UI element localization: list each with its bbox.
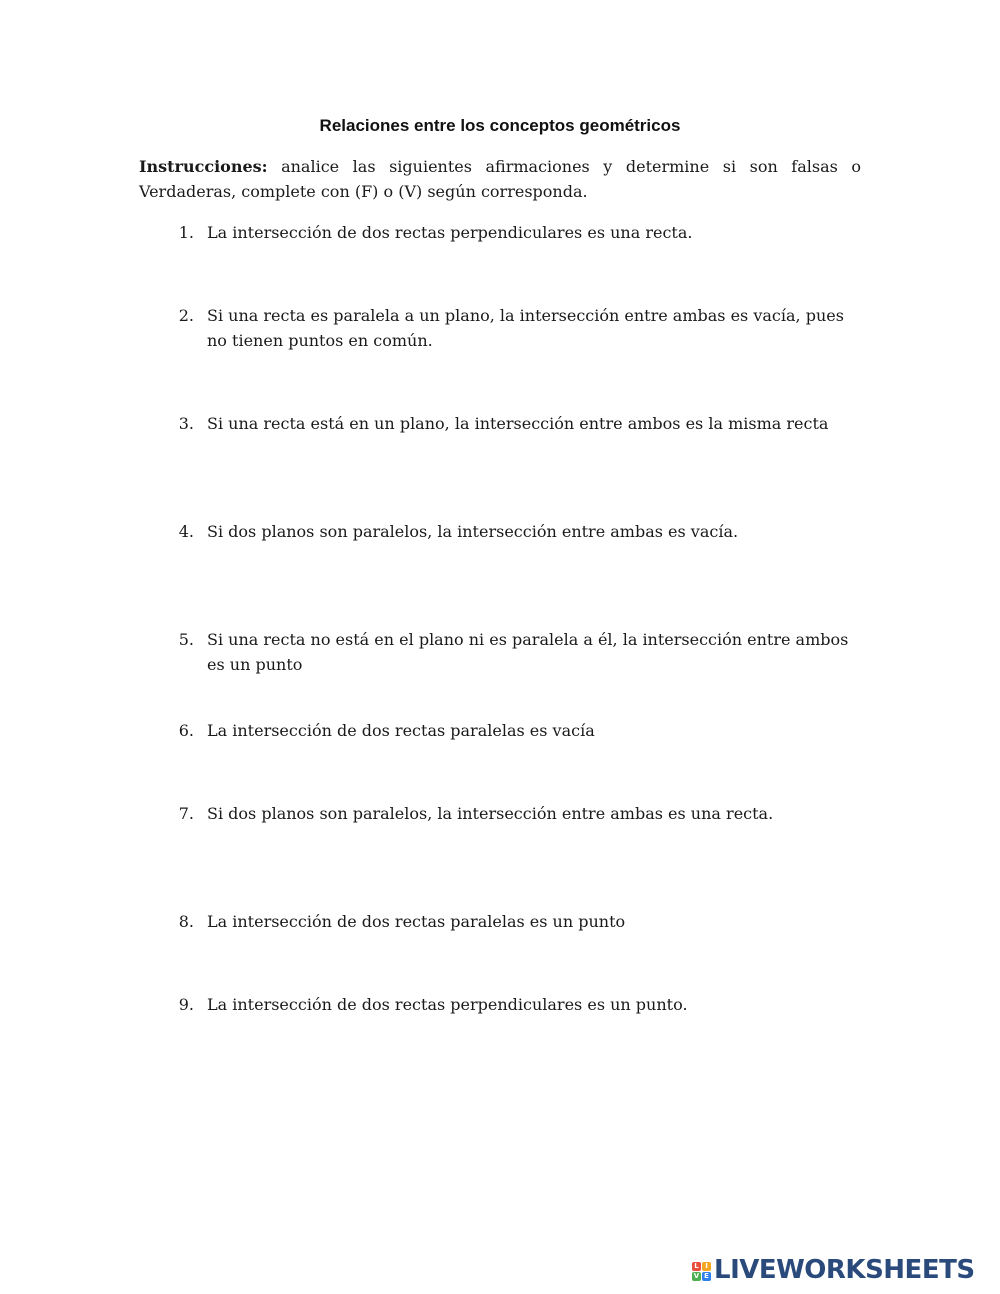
logo-letter-l: L — [692, 1262, 701, 1271]
item-text: La intersección de dos rectas perpendiculares es una recta. — [207, 223, 693, 242]
item-text: Si una recta está en un plano, la intersección entre ambos es la misma recta — [207, 414, 829, 433]
list-item — [168, 718, 858, 743]
item-text: La intersección de dos rectas paralelas es un punto — [207, 912, 626, 931]
list-item — [168, 627, 858, 677]
item-number: 6. — [178, 721, 194, 740]
list-item — [168, 909, 858, 934]
list-item — [168, 411, 858, 436]
item-text: Si una recta es paralela a un plano, la intersección entre ambas es vacía, pues no tienen puntos en común. — [207, 306, 844, 350]
logo-letter-e: E — [702, 1272, 711, 1281]
item-text: Si dos planos son paralelos, la intersección entre ambas es una recta. — [207, 804, 774, 823]
list-item — [168, 801, 858, 826]
instructions-text: analice las siguientes afirmaciones y determine si son falsas o Verdaderas, complete con (F) o (V) según corresponda. — [139, 157, 861, 201]
item-text: Si una recta no está en el plano ni es paralela a él, la intersección entre ambos es un punto — [207, 630, 849, 674]
list-item — [168, 220, 858, 245]
logo-text: LIVEWORKSHEETS — [714, 1255, 975, 1285]
list-item — [168, 992, 858, 1017]
item-number: 7. — [178, 804, 194, 823]
logo-mark-icon — [692, 1262, 711, 1281]
item-number: 1. — [178, 223, 194, 242]
item-text: Si dos planos son paralelos, la intersección entre ambas es vacía. — [207, 522, 739, 541]
item-number: 9. — [178, 995, 194, 1014]
item-number: 8. — [178, 912, 194, 931]
logo-letter-i: I — [702, 1262, 711, 1271]
list-item — [168, 303, 858, 353]
item-number: 4. — [178, 522, 194, 541]
instructions-label: Instrucciones: — [139, 157, 268, 176]
item-number: 5. — [178, 630, 194, 649]
page-title: Relaciones entre los conceptos geométricos — [319, 116, 681, 135]
item-text: La intersección de dos rectas perpendiculares es un punto. — [207, 995, 688, 1014]
liveworksheets-logo[interactable] — [692, 1255, 975, 1285]
list-item — [168, 519, 858, 544]
item-number: 2. — [178, 306, 194, 325]
item-text: La intersección de dos rectas paralelas es vacía — [207, 721, 595, 740]
instructions — [139, 154, 861, 204]
logo-letter-v: V — [693, 1271, 700, 1280]
item-number: 3. — [178, 414, 194, 433]
